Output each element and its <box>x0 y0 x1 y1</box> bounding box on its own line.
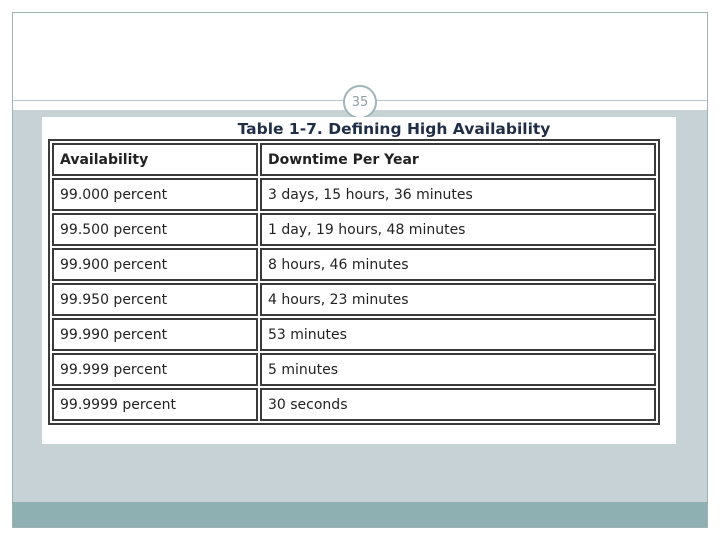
availability-cell: 99.999 percent <box>52 353 258 386</box>
downtime-cell: 5 minutes <box>260 353 656 386</box>
downtime-cell: 3 days, 15 hours, 36 minutes <box>260 178 656 211</box>
table-image <box>42 117 676 444</box>
table-header-row <box>52 143 656 176</box>
availability-cell: 99.000 percent <box>52 178 258 211</box>
availability-cell: 99.990 percent <box>52 318 258 351</box>
table-row <box>52 248 656 281</box>
table-row <box>52 213 656 246</box>
table-row <box>52 388 656 421</box>
availability-cell: 99.500 percent <box>52 213 258 246</box>
header-downtime: Downtime Per Year <box>260 143 656 176</box>
table-row <box>52 178 656 211</box>
availability-cell: 99.900 percent <box>52 248 258 281</box>
table-row <box>52 283 656 316</box>
downtime-cell: 1 day, 19 hours, 48 minutes <box>260 213 656 246</box>
header-availability: Availability <box>52 143 258 176</box>
downtime-cell: 8 hours, 46 minutes <box>260 248 656 281</box>
slide-number: 35 <box>343 85 377 119</box>
table-row <box>52 318 656 351</box>
footer-band <box>13 502 707 527</box>
downtime-cell: 53 minutes <box>260 318 656 351</box>
availability-table <box>48 139 660 425</box>
downtime-cell: 4 hours, 23 minutes <box>260 283 656 316</box>
table-row <box>52 353 656 386</box>
table-title: Table 1-7. Defining High Availability <box>237 120 551 138</box>
availability-cell: 99.950 percent <box>52 283 258 316</box>
downtime-cell: 30 seconds <box>260 388 656 421</box>
availability-cell: 99.9999 percent <box>52 388 258 421</box>
